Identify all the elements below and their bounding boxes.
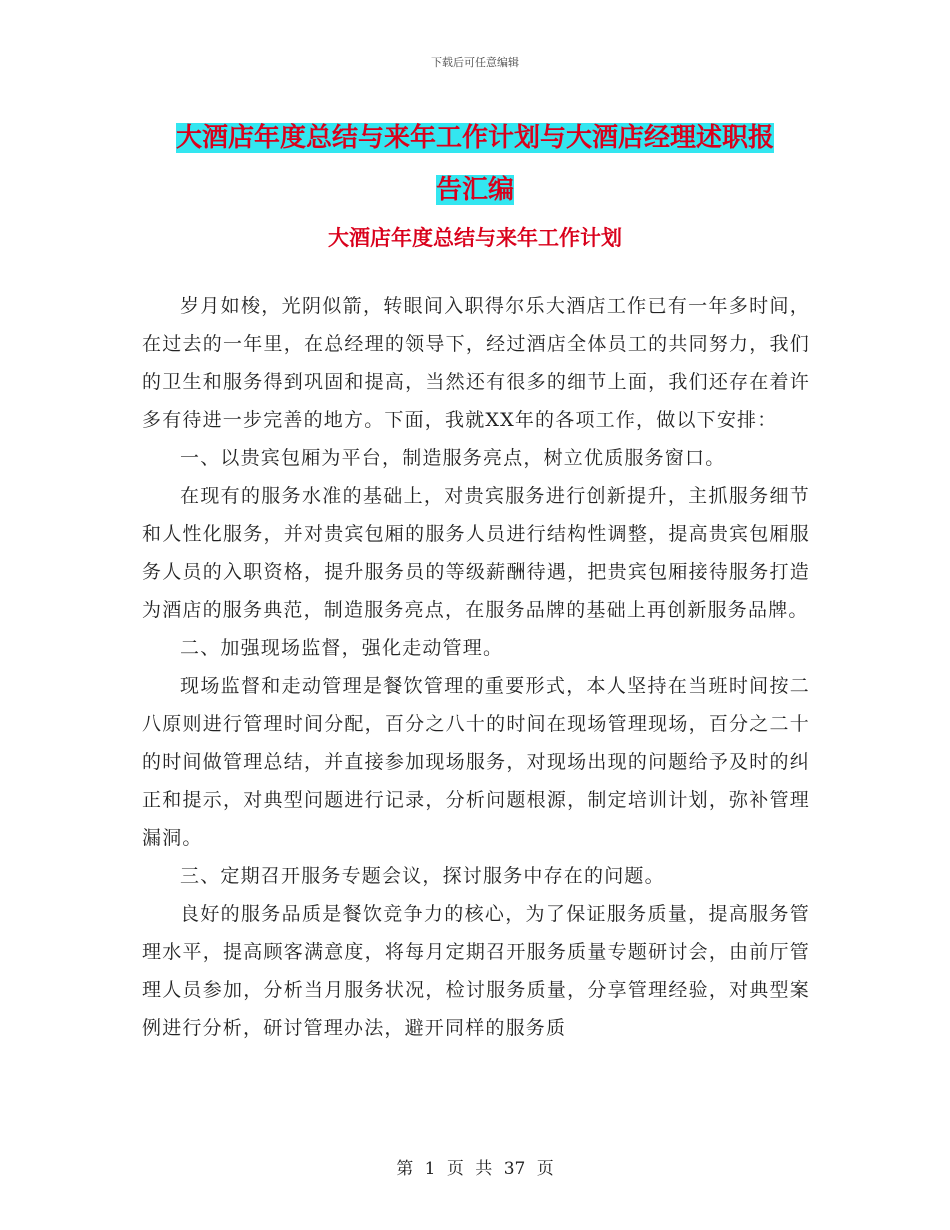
paragraph-3: 良好的服务品质是餐饮竞争力的核心，为了保证服务质量，提高服务管理水平，提高顾客满意度，将每月定期召开服务质量专题研讨会，由前厅管理人员参加，分析当月服务状况，检讨服务质量，分享管理经验，对典型案例进行分析，研讨管理办法，避开同样的服务质	[142, 903, 810, 1039]
header-note: 下载后可任意编辑	[431, 56, 519, 69]
paragraph-heading-3: 三、定期召开服务专题会议，探讨服务中存在的问题。	[180, 865, 665, 887]
page-number: 第 1 页 共 37 页	[396, 1159, 554, 1179]
paragraph-intro: 岁月如梭，光阴似箭，转眼间入职得尔乐大酒店工作已有一年多时间，在过去的一年里，在总经理的领导下，经过酒店全体员工的共同努力，我们的卫生和服务得到巩固和提高，当然还有很多的细节上面，我们还存在着许多有待进一步完善的地方。下面，我就XX年的各项工作，做以下安排：	[142, 295, 810, 431]
paragraph-heading-1: 一、以贵宾包厢为平台，制造服务亮点，树立优质服务窗口。	[180, 447, 726, 469]
section-title: 大酒店年度总结与来年工作计划	[328, 226, 622, 250]
document-body	[142, 287, 810, 1047]
paragraph-heading-2: 二、加强现场监督，强化走动管理。	[180, 637, 504, 659]
paragraph-1: 在现有的服务水准的基础上，对贵宾服务进行创新提升，主抓服务细节和人性化服务，并对贵宾包厢的服务人员进行结构性调整，提高贵宾包厢服务人员的入职资格，提升服务员的等级薪酬待遇，把贵宾包厢接待服务打造为酒店的服务典范，制造服务亮点，在服务品牌的基础上再创新服务品牌。	[142, 485, 810, 621]
document-title-line2: 告汇编	[435, 175, 514, 205]
document-title	[140, 112, 810, 216]
paragraph-2: 现场监督和走动管理是餐饮管理的重要形式，本人坚持在当班时间按二八原则进行管理时间分配，百分之八十的时间在现场管理现场，百分之二十的时间做管理总结，并直接参加现场服务，对现场出现的问题给予及时的纠正和提示，对典型问题进行记录，分析问题根源，制定培训计划，弥补管理漏洞。	[142, 675, 810, 849]
document-title-line1: 大酒店年度总结与来年工作计划与大酒店经理述职报	[175, 123, 774, 153]
